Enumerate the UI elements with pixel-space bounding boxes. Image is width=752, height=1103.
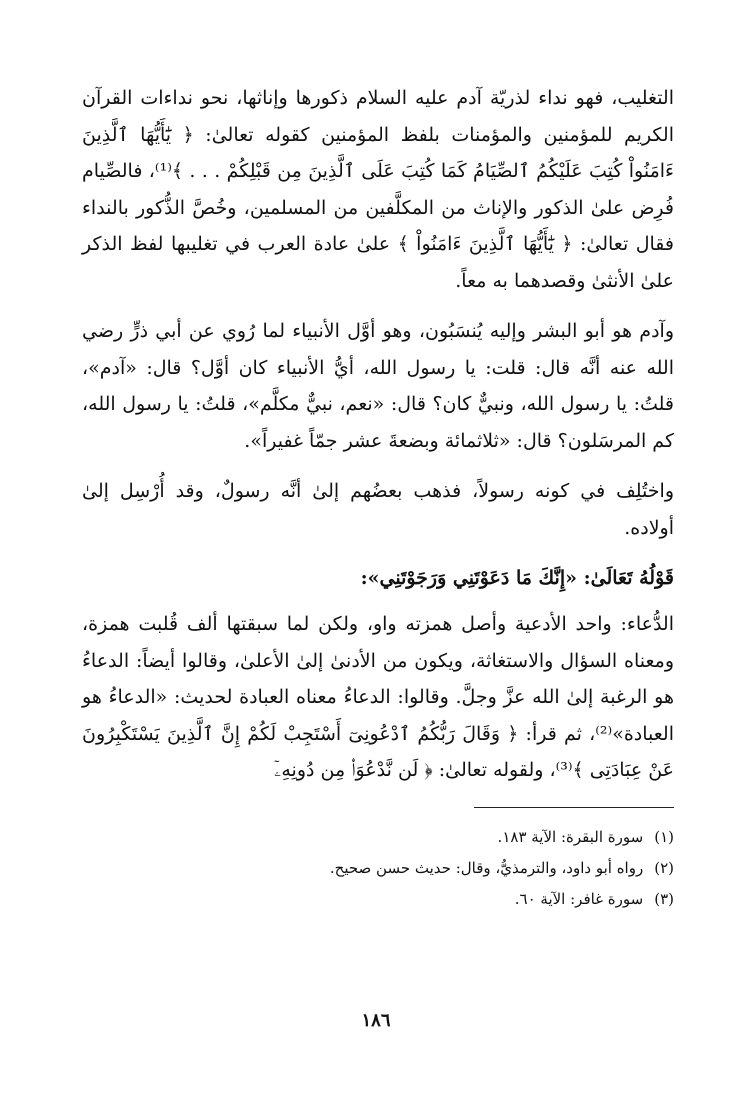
footnotes: [82, 822, 674, 915]
footnote-3: [82, 884, 674, 915]
section-heading: قَوْلُهُ تَعَالَىٰ: «إِنَّكَ مَا دَعَوْتَنِي وَرَجَوْتَنِي»:: [360, 567, 674, 589]
page-number: ١٨٦: [361, 1010, 391, 1031]
footnote-2: [82, 853, 674, 884]
footnote-number: (٢): [654, 858, 674, 877]
footnote-1: [82, 822, 674, 853]
footnote-number: (١): [654, 827, 674, 846]
body-paragraph-1: التغليب، فهو نداء لذريّة آدم عليه السلام ذكورها وإناثها، نحو نداءات القرآن الكريم للمؤمنين والمؤمنات بلفظ المؤمنين كقوله تعالىٰ: ﴿ يَٰٓأَيُّهَا ٱلَّذِينَ ءَامَنُواْ كُتِبَ عَلَيْكُمُ ٱلصِّيَامُ كَمَا كُتِبَ عَلَى ٱلَّذِينَ مِن قَبْلِكُمْ . . . ﴾⁽¹⁾، فالصِّيام فُرِض علىٰ الذكور والإناث من المكلَّفين من المسلمين، وخُصَّ الذُّكور بالنداء فقال تعالىٰ: ﴿ يَٰٓأَيُّهَا ٱلَّذِينَ ءَامَنُواْ ﴾ علىٰ عادة العرب في تغليبها لفظ الذكر علىٰ الأنثىٰ وقصدهما به معاً.: [82, 87, 674, 292]
footnote-text: رواه أبو داود، والترمذيُّ، وقال: حديث حسن صحيح.: [329, 858, 644, 877]
footnote-text: سورة غافر: الآية ٦٠.: [514, 889, 644, 908]
body-paragraph-3: واختُلِف في كونه رسولاً، فذهب بعضُهم إلىٰ أنَّه رسولٌ، وقد أُرْسِل إلىٰ أولاده.: [82, 480, 674, 539]
body-paragraph-4: الدُّعاء: واحد الأدعية وأصل همزته واو، ولكن لما سبقتها ألف قُلبت همزة، ومعناه السؤال والاستغاثة، ويكون من الأدنىٰ إلىٰ الأعلىٰ، وقالوا أيضاً: الدعاءُ هو الرغبة إلىٰ الله عزَّ وجلَّ. وقالوا: الدعاءُ معناه العبادة لحديث: «الدعاءُ هو العبادة»⁽²⁾، ثم قرأ: ﴿ وَقَالَ رَبُّكُمُ ٱدْعُونِىٓ أَسْتَجِبْ لَكُمْ إِنَّ ٱلَّذِينَ يَسْتَكْبِرُونَ عَنْ عِبَادَتِى ﴾⁽³⁾، ولقوله تعالىٰ: ﴿ لَن نَّدْعُوَاْ۟ مِن دُونِهِۦٓ: [82, 613, 674, 781]
body-paragraph-2: وآدم هو أبو البشر وإليه يُنسَبُون، وهو أوَّل الأنبياء لما رُوي عن أبي ذرٍّ رضي الله عنه أنَّه قال: قلت: يا رسول الله، أيُّ الأنبياء كان أوَّل؟ قال: «آدم»، قلتُ: يا رسول الله، ونبيٌّ كان؟ قال: «نعم، نبيٌّ مكلَّم»، قلتُ: يا رسول الله، كم المرسَلون؟ قال: «ثلاثمائة وبضعةَ عشر جمّاً غفيراً».: [82, 320, 674, 452]
footnote-separator: [474, 807, 674, 808]
footnote-text: سورة البقرة: الآية ١٨٣.: [497, 827, 644, 846]
footnote-number: (٣): [654, 889, 674, 908]
